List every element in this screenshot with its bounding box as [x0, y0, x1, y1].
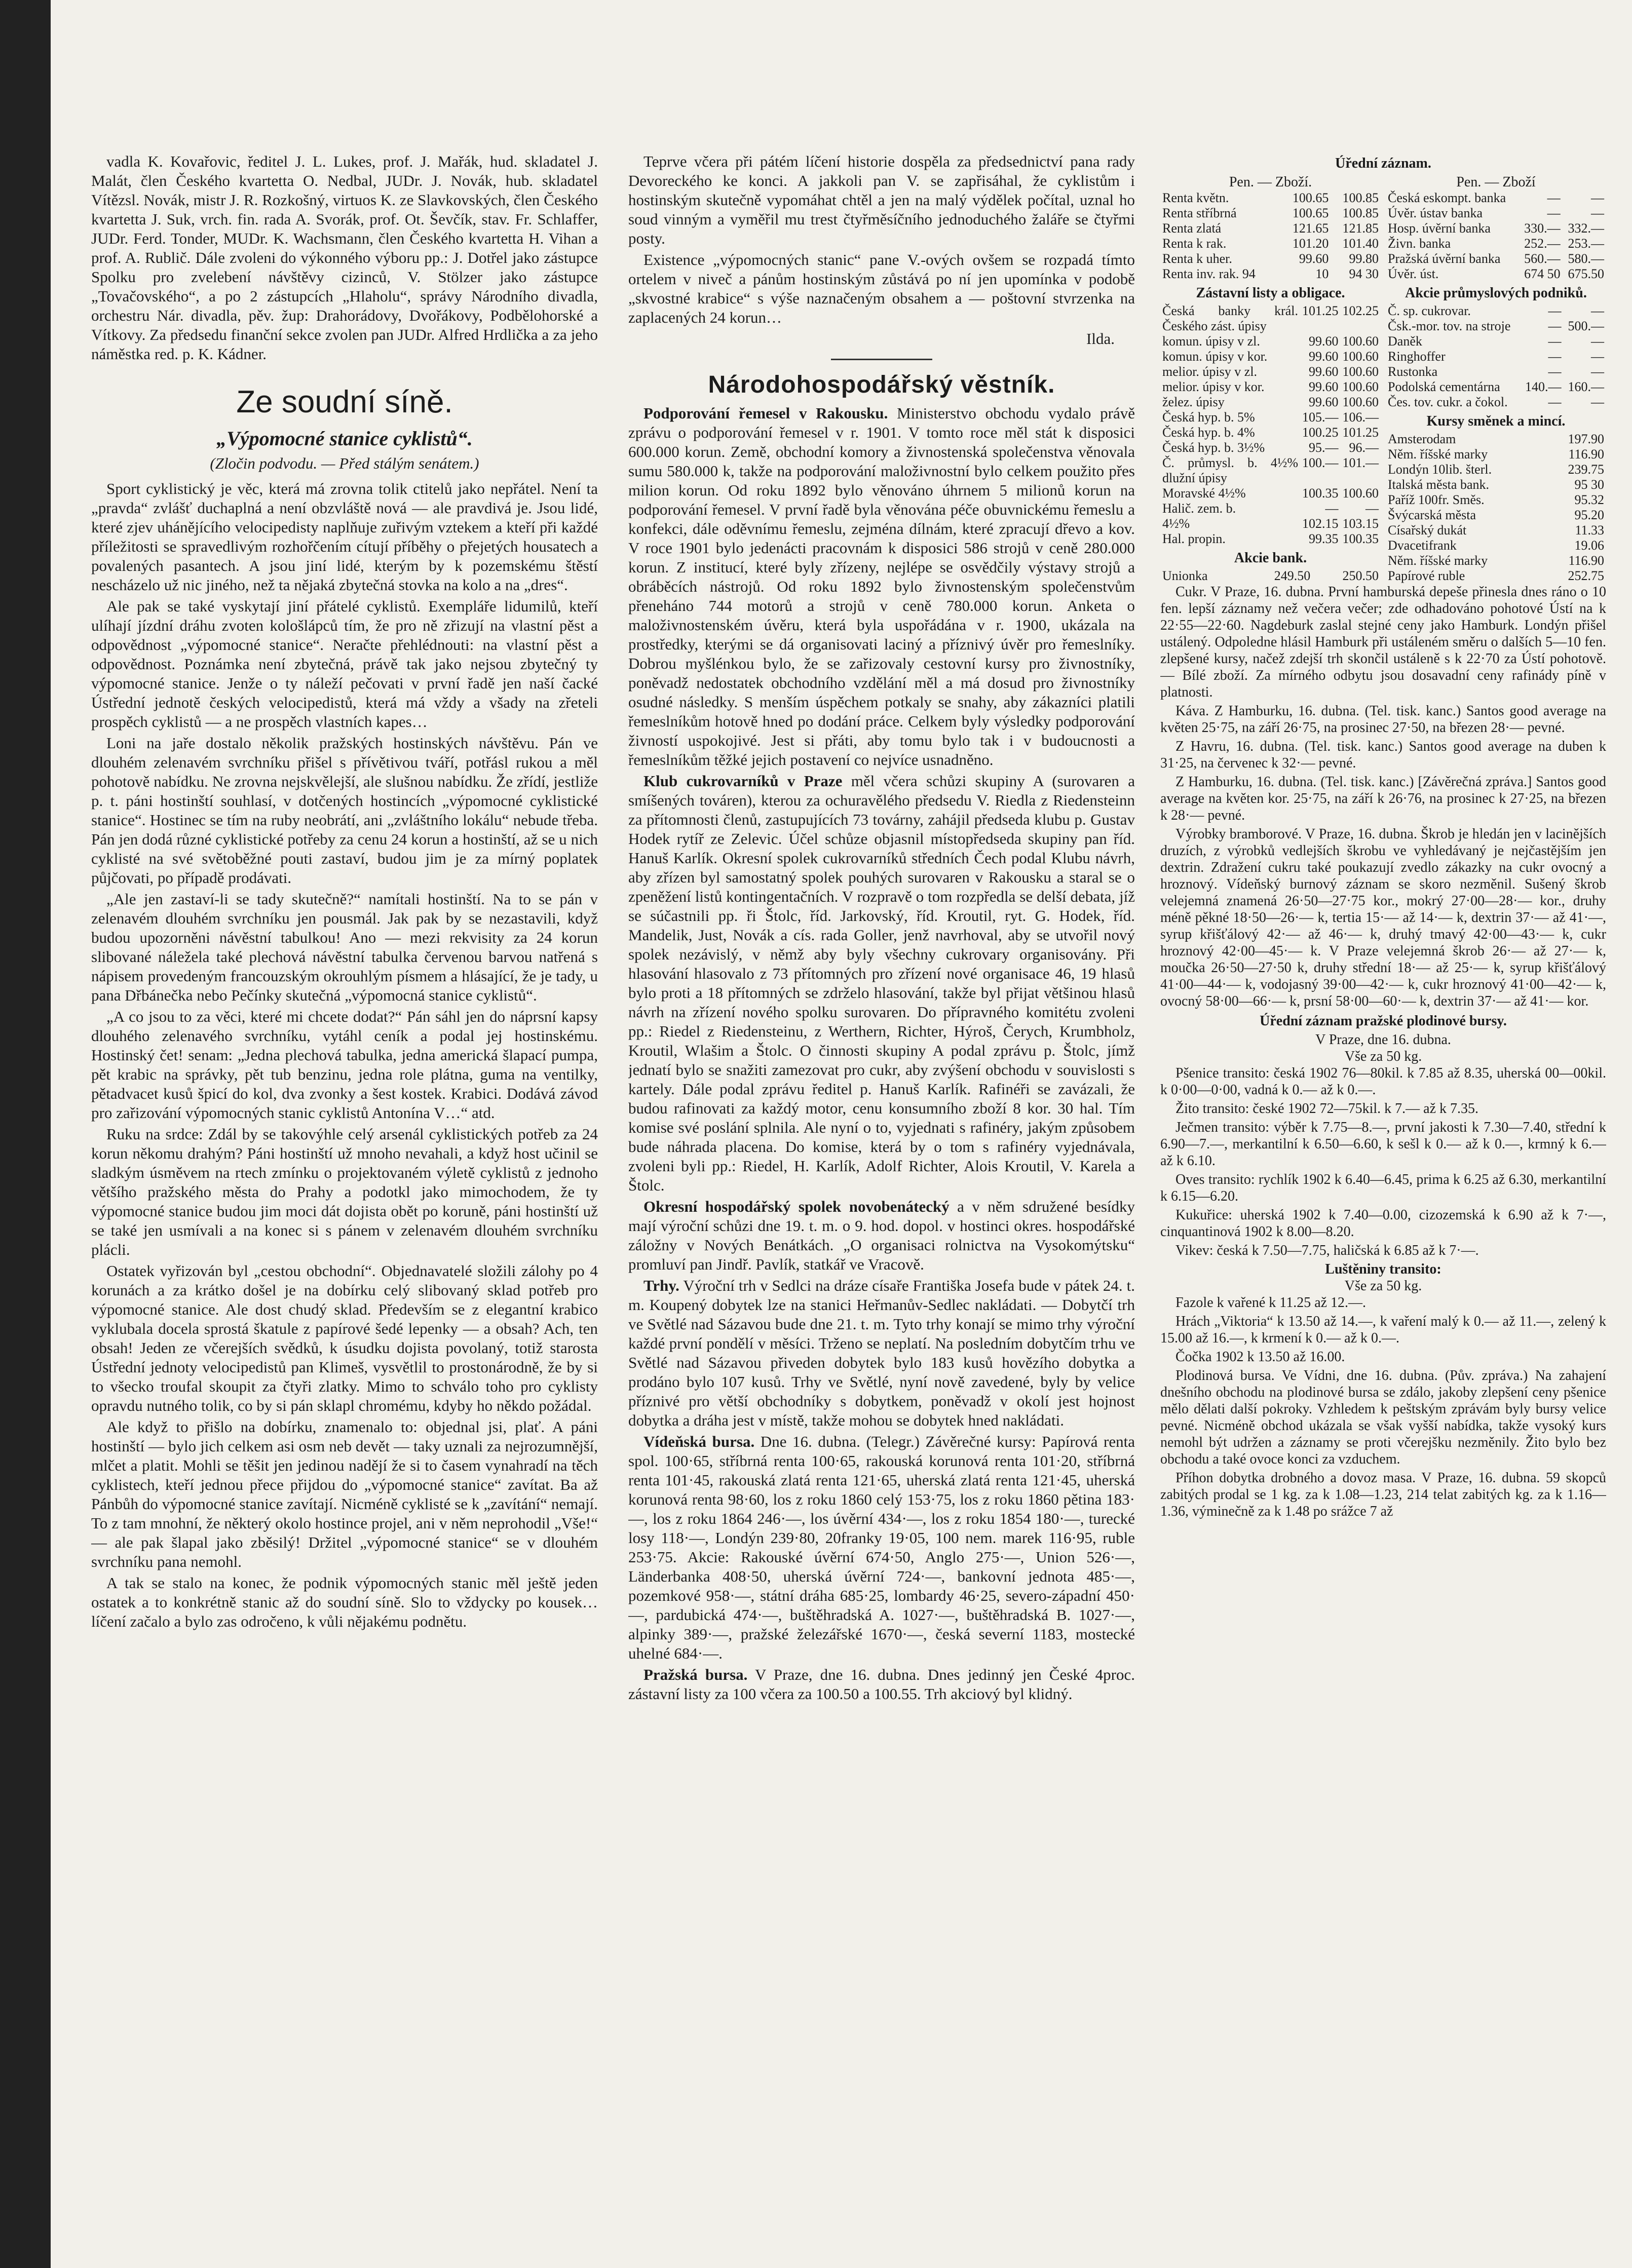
article-paragraph: Teprve včera při pátém líčení historie dospěla za předsednictví pana rady Devoreckého ke konci. A jakkoli pan V. se zapřisáhal, že cyklistům i hostinským skutečně vypomáhat chtěl a jen na malý výdělek počítal, uznal ho soud vinným a vyměřil mu trest čtyřměsíčního jednoduchého žaláře se čtyřmi posty.	[628, 152, 1135, 247]
row-value: 101.25	[1302, 303, 1339, 318]
row-value: 102.15	[1302, 516, 1339, 531]
rate-row	[1386, 553, 1606, 568]
row-value: —	[1591, 364, 1604, 379]
stocks-table	[1160, 568, 1381, 584]
row-label: Úvěr. úst.	[1388, 266, 1439, 281]
row-value: 100.35	[1302, 486, 1339, 501]
article-signature: Ilda.	[1086, 330, 1115, 348]
row-value: 101.20	[1292, 236, 1329, 251]
news-item-text: Dne 16. dubna. (Telegr.) Závěrečné kursy: Papírová renta spol. 100·65, stříbrná renta 100·65, rakouská korunová renta 101·20, stříbrná renta 101·45, rakouská zlatá renta 121·65, uherská zlatá renta 121·45, uherská korunová renta 98·60, los z roku 1860 celý 153·75, los z roku 1860 pětina 183·—, los z roku 1864 246·—, los úvěrní 434·—, los z roku 1854 180·—, turecké losy 118·—, Londýn 239·80, 20franky 19·05, 100 nem. marek 116·95, ruble 253·75. Akcie: Rakouské úvěrní 674·50, Anglo 275·—, Union 526·—, Länderbanka 408·50, uherská úvěrní 724·—, bankovní jednota 485·—, pozemkové 958·—, státní dráha 685·25, lombardy 46·25, severo-západní 450·—, pardubická 474·—, buštěhradská A. 1027·—, buštěhradská B. 1027·—, alpinky 389·—, pražské železářské 1670·—, česká severní 1183, mostecké uhelné 684·—.	[628, 1433, 1135, 1662]
row-value: 99.60	[1309, 379, 1339, 394]
row-label: Česká hyp. b. 3½%	[1162, 440, 1265, 455]
bank-row	[1386, 190, 1606, 206]
row-value: —	[1548, 349, 1562, 364]
closing-paragraph: Plodinová bursa. Ve Vídni, dne 16. dubna. (Pův. zpráva.) Na zahajení dnešního obchodu na plodinové bursa se zdálo, jakoby zlepšení ceny pšenice mělo dělati další pokroky. Vzhledem k peštským zprávám byly bursy velice pevné. Nicméně obchod ukázala se však vyšší nabídka, takže vysoký kurs nemohl být udržen a záznamy se proti včerejšku nezměnily. Žito bylo bez obchodu a také ovoce konci za vzduchem.	[1160, 1368, 1606, 1467]
row-label: Česká hyp. b. 4%	[1162, 425, 1255, 440]
section-band-title: Národohospodářský věstník.	[708, 371, 1055, 398]
bond-row	[1160, 410, 1381, 425]
row-value: 95 30	[1574, 477, 1604, 492]
industrial-row	[1386, 379, 1606, 395]
top-paragraph: vadla K. Kovařovic, ředitel J. L. Lukes, prof. J. Mařák, hud. skladatel J. Malát, člen Českého kvartetta O. Nedbal, JUDr. J. Novák, hub. skladatel Vítězsl. Novák, mistr J. R. Rozkošný, virtuos K. ze Slavkovských, člen Českého kvartetta J. Suk, vrch. fin. rada A. Svorák, prof. Ot. Ševčík, stav. Fr. Schlaffer, JUDr. Ferd. Tonder, MUDr. K. Wachsmann, člen Českého kvartetta H. Vihan a prof. A. Rublič. Dále zvoleni do výkonného výboru pp.: J. Dotřel jako zástupce Spolku pro zvelebení návštěvy cizinců, V. Stölzer jako zástupce „Tovačovského“, a po 2 zástupcích „Hlaholu“, správy Národního divadla, orchestru Nár. divadla, pěv. žup: Drahorádovy, Dvořákovy, Podbělohorské a Vítkovy. Za předsedu finanční sekce zvolen pan JUDr. Alfred Hrdlička a za jeho náměstka red. p. K. Kádner.	[91, 152, 598, 363]
news-item	[628, 404, 1135, 770]
rente-row	[1160, 221, 1381, 236]
row-value: 99.60	[1309, 334, 1339, 349]
bond-row	[1160, 303, 1381, 334]
market-paragraph: Z Havru, 16. dubna. (Tel. tisk. kanc.) Santos good average na duben k 31·25, na červenec k 32·— pevné.	[1160, 739, 1606, 771]
grain-paragraph: Vikev: česká k 7.50—7.75, haličská k 6.85 až k 7·—.	[1175, 1243, 1479, 1258]
grain-paragraph: Žito transito: české 1902 72—75kil. k 7.— až k 7.35.	[1175, 1101, 1479, 1117]
news-item-title: Trhy.	[643, 1277, 679, 1294]
news-item	[628, 1432, 1135, 1663]
row-label: melior. úpisy v zl.	[1162, 364, 1258, 379]
row-label: Podolská cementárna	[1388, 379, 1500, 394]
row-value: 102.25	[1342, 303, 1379, 318]
row-value: 101.40	[1342, 236, 1379, 251]
grain-place: V Praze, dne 16. dubna.	[1315, 1032, 1451, 1048]
news-item-text: a v něm sdružené besídky mají výroční schůzi dne 19. t. m. o 9. hod. dopol. v hostinci okres. hospodářské záložny v Nových Benátkách. „O organisaci rolnictva na Vysokomýtsku“ promluví pan Jindř. Pavlík, statkář ve Vracově.	[628, 1198, 1135, 1273]
row-label: Něm. říšské marky	[1388, 553, 1488, 568]
bank-row	[1386, 251, 1606, 266]
row-value: 253.—	[1568, 236, 1604, 251]
stocks-heading: Akcie bank.	[1234, 550, 1307, 566]
news-item-text: V Praze, dne 16. dubna. Dnes jedinný jen České 4proc. zástavní listy za 100 včera za 100.50 a 100.55. Trh akciový byl klidný.	[628, 1666, 1135, 1703]
row-value: —	[1547, 206, 1561, 220]
row-label: Čes. tov. cukr. a čokol.	[1388, 395, 1508, 409]
row-label: Italská města bank.	[1388, 477, 1489, 492]
row-value: 100.65	[1292, 206, 1329, 220]
rente-row	[1160, 266, 1381, 282]
row-value: 100.60	[1342, 364, 1379, 379]
news-item-title: Klub cukrovarníků v Praze	[643, 772, 843, 790]
news-item-title: Okresní hospodářský spolek novobenátecký	[643, 1198, 950, 1215]
news-item-text: Výroční trh v Sedlci na dráze císaře Františka Josefa bude v pátek 24. t. m. Koupený dobytek lze na stanici Heřmanův-Sedlec nakládati. — Dobytčí trh ve Světlé nad Sázavou bude dne 21. t. m. Tyto trhy konají se mimo trhy výroční každé první pondělí v měsíci. Trženo se neplatí. Na posledním dobytčím trhu ve Světlé nad Sázavou přiveden dobytek bylo 183 kusů hovězího dobytka a prodáno bylo 107 kusů. Trhy ve Světlé, nyní nově zavedené, byly by velice příznivé pro větší obchodníky s dobytkem, poněvadž v okolí jest hojnost dobytka a dráha jest v místě, takže mohou se dobytek hned nakládati.	[628, 1277, 1135, 1429]
row-value: 11.33	[1575, 523, 1604, 537]
row-value: 99.60	[1309, 349, 1339, 364]
newspaper-page	[51, 0, 1632, 2268]
row-value: 100.60	[1342, 486, 1379, 501]
row-value: 330.—	[1524, 221, 1561, 236]
legumes-unit: Vše za 50 kg.	[1344, 1278, 1422, 1294]
bond-row	[1160, 364, 1381, 379]
news-item-text: měl včera schůzi skupiny A (surovaren a smíšených továren), kterou za ochuravělého předsedu V. Riedla z Riedensteinn za přítomnosti členů, zastupujících 73 továrny, zahájil předseda klubu p. Gustav Hodek rytíř ze Zelevic. Účel schůze objasnil místopředseda skupiny pan říd. Hanuš Karlík. Okresní spolek cukrovarníků středních Čech podal Klubu návrh, aby zřízen byl samostatný spolek pouhých surovaren v Rakousku a staral se o zpeněžení listů kontingentačních. V rozpravě o tom rozpředla se delší debata, jíž se súčastnili pp. ři Štolc, říd. Jarkovský, říd. Kroutil, ryt. G. Hodek, říd. Mandelik, Just, Novák a cís. rada Goller, jenž navrhoval, aby se utvořil nový spolek nezávislý, v němž aby byly všechny cukrovary organisovány. Při hlasování hlasovalo z 73 přítomných pro zřízení nové organisace 46, 19 hlasů bylo proti a 18 přítomných se zdrželo hlasování, takže byl přijat většinou hlasů návrh na zřízení nového spolku surovaren. Do přípravného komitétu zvoleni pp.: Riedel z Riedensteinu, z Werthern, Richter, Hýroš, Čerych, Krumbholz, Kroutil, Wlašim a Štolc. O činnosti skupiny A podal zprávu p. Štolc, jímž jednatí bylo se snažiti zamezovat pro cukr, aby zvýšení obchodu v souvislosti s kartely. Dále podal zprávu ředitel p. Hanuš Karlík. Rafinéři se zavázali, že budou rafinovati za každý motor, cenu konsumního zboží 8 kor. 30 hal. Tím komise své poslání splnila. Ale nyní o to, vyjednati s rafinéry, jakým způsobem bude náhrada placena. Do komise, která by o tom s rafinéry vyjednávala, zvoleni byli pp.: Riedel, H. Karlík, Adolf Richter, Alois Kroutil, V. Karela a Štolc.	[628, 772, 1135, 1194]
exchange-header: Úřední záznam.	[1335, 156, 1431, 171]
row-label: Dvacetifrank	[1388, 538, 1457, 553]
row-value: 100.60	[1342, 349, 1379, 364]
article-paragraph: Loni na jaře dostalo několik pražských hostinských návštěvu. Pán ve dlouhém zelenavém svrchníku přišel s přívětivou tváří, potřásl rukou a měl pohotově nabídku. Ne zrovna nejskvělejší, ale slušnou nabídku. Že zřídí, jestliže p. t. páni hostinští souhlasí, v dotčených hostincích „výpomocné cyklistické stanice“. Hostinec se tím na ruby neobrátí, ani „zvláštního lokálu“ nebude třeba. Pán jen dodá různé cyklistické potřeby za cenu 24 korun a hostinští, až se u nich cyklisté na své světoběžné pouti zastaví, budou jim je za mírný poplatek půjčovati, po případě prodávati.	[91, 734, 598, 887]
industrial-row	[1386, 395, 1606, 410]
row-label: Amsterodam	[1388, 432, 1456, 446]
rate-row	[1386, 492, 1606, 508]
row-value: 249.50	[1274, 568, 1311, 583]
bond-row	[1160, 425, 1381, 440]
rate-row	[1386, 538, 1606, 553]
rente-row	[1160, 190, 1381, 206]
row-label: želez. úpisy	[1162, 395, 1225, 409]
row-label: Čsk.-mor. tov. na stroje	[1388, 319, 1511, 333]
row-value: 116.90	[1568, 553, 1604, 568]
rate-row	[1386, 432, 1606, 447]
row-value: 100.85	[1342, 190, 1379, 205]
row-value: 19.06	[1574, 538, 1604, 553]
news-item	[628, 1276, 1135, 1430]
row-value: 99.35	[1309, 531, 1339, 546]
bond-row	[1160, 379, 1381, 395]
row-value: —	[1591, 206, 1604, 220]
rente-row	[1160, 236, 1381, 251]
row-label: Renta stříbrná	[1162, 206, 1237, 220]
article-paragraph: Ale pak se také vyskytají jiní přátelé cyklistů. Exempláře lidumilů, kteří ulíhají jízdní dráhu zvoten kološlápců tím, že pro ně zřizují na vlastní pěst a odpovědnost „výpomocné stanice“. Neračte přehlédnouti: na vlastní pěst a odpovědnost. Poznámka není zbytečná, právě tak jako nejsou zbytečný ty výpomocné stanice. Jenže o ty náleží pečovati v první řadě jen naší čacké Ústřední jednotě českých velocipedistů, která má vždy a všady na zřeteli prospěch cyklistů — a ne prospěch vlastních kapes…	[91, 597, 598, 731]
closing-paragraph: Příhon dobytka drobného a dovoz masa. V Praze, 16. dubna. 59 skopců zabitých prodal se 1 kg. za k 1.08—1.23, 214 telat zabitých kg. za k 1.16—1.36, výminečně za k 1.48 po srážce 7 až	[1160, 1470, 1606, 1519]
bond-row	[1160, 486, 1381, 501]
exchange-top	[1160, 174, 1606, 282]
exchange-middle	[1160, 282, 1606, 584]
industrial-row	[1386, 334, 1606, 349]
row-value: 99.80	[1349, 251, 1379, 266]
rate-row	[1386, 508, 1606, 523]
grain-paragraph: Ječmen transito: výběr k 7.75—8.—, první jakosti k 7.30—7.40, střední k 6.90—7.—, merkantilní k 6.50—6.60, k sešl k 0.— až k 0.—, krmný k 6.— až k 6.10.	[1160, 1120, 1606, 1169]
row-value: 197.90	[1568, 432, 1604, 446]
row-label: Něm. říšské marky	[1388, 447, 1488, 462]
row-value: 96.—	[1349, 440, 1379, 455]
rates-table	[1386, 432, 1606, 584]
row-value: 500.—	[1568, 319, 1604, 333]
row-value: 121.85	[1342, 221, 1379, 236]
row-value: 580.—	[1568, 251, 1604, 266]
article-title: „Výpomocné stanice cyklistů“.	[216, 427, 473, 450]
row-value: 95.32	[1574, 492, 1604, 507]
row-value: 100.65	[1292, 190, 1329, 205]
bond-row	[1160, 349, 1381, 364]
row-label: komun. úpisy v zl.	[1162, 334, 1260, 349]
market-paragraph: Z Hamburku, 16. dubna. (Tel. tisk. kanc.) [Závěrečná zpráva.] Santos good average na květen kor. 25·75, na září k 26·76, na prosinec k 27·25, na březen k 28·— pevné.	[1160, 774, 1606, 823]
news-item	[628, 772, 1135, 1195]
column-left	[91, 152, 598, 1633]
row-label: Renta k uher.	[1162, 251, 1232, 266]
article-paragraph: Sport cyklistický je věc, která má zrovna tolik ctitelů jako nepřátel. Není ta „pravda“ zvlášť duchaplná a není obzvláště nová — ale pravdivá je. Jsou lidé, které zjev uhánějícího velocipedisty naplňuje zuřivým vztekem a kteří při každé příležitosti se spravedlivým rozhořčením cítují příběhy o přejetých housatech a povalených pasantech. A jsou jiní lidé, kterým by k pozemskému štěstí nescházelo už nic jiného, než ta nějaká zbytečná stovka na kolo a na „dres“.	[91, 480, 598, 594]
row-label: Daněk	[1388, 334, 1422, 349]
article-paragraph: Ostatek vyřizován byl „cestou obchodní“. Objednavatelé složili zálohy po 4 korunách a za krátko došel je na dobírku celý slibovaný sklad potřeb pro výpomocné stanice. Ale dost chudý sklad. Především se z elegantní krabico vyklubala docela sprostá škatule z papírové šedé lepenky — a obsah? Ach, ten obsah! Jeden ze včerejších svědků, k úsudku dojista povolaný, totiž starosta Ústřední jednoty velocipedistů pan Klimeš, vysvětlil to prostonárodně, že by si to všecko troufal skoupit za čtyři zlatky. Mimo to schválo toho pro cyklisty opravdu nutného tolik, co by si pán sklapl chromému, kdyby ho někdo požádal.	[91, 1262, 598, 1414]
row-value: —	[1547, 190, 1561, 205]
industrial-row	[1386, 303, 1606, 319]
industrial-row	[1386, 364, 1606, 379]
article-note: (Zločin podvodu. — Před stálým senátem.)	[210, 454, 479, 472]
row-value: 100.25	[1302, 425, 1339, 440]
row-value: —	[1548, 364, 1562, 379]
grain-paragraph: Kukuřice: uherská 1902 k 7.40—0.00, cizozemská k 6.90 až k 7·—, cinquantinová 1902 k 8.00—8.20.	[1160, 1207, 1606, 1240]
bank-row	[1386, 266, 1606, 282]
row-value: 95.20	[1574, 508, 1604, 522]
row-value: 100.—	[1302, 455, 1339, 470]
industrial-row	[1386, 319, 1606, 334]
row-value: 10	[1315, 266, 1329, 281]
bonds-table	[1160, 303, 1381, 547]
row-label: Moravské 4½%	[1162, 486, 1246, 501]
row-value: —	[1591, 349, 1604, 364]
bonds-heading: Zástavní listy a obligace.	[1196, 285, 1345, 301]
row-value: 239.75	[1568, 462, 1604, 477]
row-label: Č. sp. cukrovar.	[1388, 303, 1471, 318]
row-label: Unionka	[1162, 568, 1208, 583]
row-value: 99.60	[1299, 251, 1329, 266]
row-value: 250.50	[1342, 568, 1379, 583]
row-label: Rustonka	[1388, 364, 1438, 379]
row-value: —	[1591, 395, 1604, 409]
bond-row	[1160, 531, 1381, 547]
row-value: 103.15	[1342, 516, 1379, 531]
bond-row	[1160, 455, 1381, 486]
news-item	[628, 1197, 1135, 1274]
subheader-right: Pen. — Zboží	[1456, 174, 1536, 190]
row-value: 95.—	[1309, 440, 1339, 455]
stock-row	[1160, 568, 1381, 584]
row-value: 560.—	[1524, 251, 1561, 266]
legumes-heading: Luštěniny transito:	[1325, 1261, 1441, 1277]
row-label: Renta zlatá	[1162, 221, 1222, 236]
article-paragraph: „A co jsou to za věci, které mi chcete dodat?“ Pán sáhl jen do náprsní kapsy dlouhého zelenavého svrchníku, vytáhl ceník a podal jej hostinskému. Hostinský čet! senam: „Jedna plechová tabulka, jedna americká šlapací pumpa, pět krabic na správky, pět tub benzinu, jedna role plátna, guma na ventilky, pětadvacet kusů špicí do kol, dva zvonky a šest kostek. Krabici. Dodává závod pro zařizování výpomocných stanic cyklistů Antonína V…“ atd.	[91, 1008, 598, 1122]
row-value: 106.—	[1342, 410, 1379, 425]
rate-row	[1386, 447, 1606, 462]
rente-row	[1160, 251, 1381, 266]
legume-line: Čočka 1902 k 13.50 až 16.00.	[1175, 1349, 1345, 1365]
row-value: —	[1548, 319, 1562, 333]
row-label: Živn. banka	[1388, 236, 1451, 251]
grain-heading: Úřední záznam pražské plodinové bursy.	[1260, 1013, 1507, 1029]
article-paragraph: Ruku na srdce: Zdál by se takovýhle celý arsenál cyklistických potřeb za 24 korun někomu drahým? Páni hostinští už mnoho nevahali, a když host učinil se sladkým úsměvem na rtech zmínku o projektovaném výletě cyklistů z jednoho většího pražského města do Prahy a podotkl jako mimochodem, že ty výpomocné stanice budou jim moci dát dojista obět po koruně, páni hostinští už se také jen usmívali a na konec si s pánem v zelenavém dlouhém svrchníku plácli.	[91, 1125, 598, 1258]
bond-row	[1160, 516, 1381, 531]
news-item-title: Pražská bursa.	[643, 1666, 748, 1683]
section-title: Ze soudní síně.	[236, 385, 453, 419]
row-value: 100.60	[1342, 395, 1379, 409]
row-label: melior. úpisy v kor.	[1162, 379, 1265, 394]
market-paragraph: Cukr. V Praze, 16. dubna. První hamburská depeše přinesla dnes ráno o 10 fen. lepší záznamy než večera večer; zde odhadováno pohotové Ústí na k 22·55—22·60. Nagdeburk zaslal stejné ceny jako Hamburk. Londýn přišel ustálený. Odpoledne hlásil Hamburk při ustáleném směru o dalších 5—10 fen. zlepšené kursy, načež zdejší trh skončil ustáleně s k 22·70 za Ústí pohotově. — Bílé zboží. Za mírného odbytu jsou dosavadní ceny rafinády píně v platnosti.	[1160, 584, 1606, 700]
row-value: 140.—	[1525, 379, 1562, 394]
rate-row	[1386, 477, 1606, 492]
row-value: 100.35	[1342, 531, 1379, 546]
row-value: 252.—	[1524, 236, 1561, 251]
row-label: Hosp. úvěrní banka	[1388, 221, 1491, 236]
row-label: Papírové ruble	[1388, 568, 1465, 583]
bond-row	[1160, 440, 1381, 455]
article-paragraph: A tak se stalo na konec, že podnik výpomocných stanic měl ještě jeden ostatek a to konkrétně stanic až do soudní síně. Slo to vždycky po kousek… líčení začalo a bylo zas odročeno, k vůli nějakému podnětu.	[91, 1574, 598, 1630]
row-label: Švýcarská města	[1388, 508, 1476, 522]
news-item-text: Ministerstvo obchodu vydalo právě zprávu o podporování řemesel v r. 1901. V tomto roce měl stát k disposici 600.000 korun. Země, obchodní komory a živnostenská společenstva věnovala sumu 580.000 k, takže na podporování maloživnostní bylo celkem použito přes milion korun. Od roku 1892 bylo věnováno úhrnem 5 milionů korun na podporování řemesel. V první řadě byla věnována péče obuvnickému řemeslu a konfekci, dále oděvnímu řemeslu, zejména dílnám, které zpracují dřevo a kov. V roce 1901 bylo jedenácti pracovnám k disposici 586 strojů v ceně 280.000 korun. Z institucí, které byly zřízeny, nejlépe se osvědčily výstavy strojů a obráběcích nástrojů. Od roku 1892 bylo živnostenským společenstvům přeneháno 744 motorů a strojů v ceně 780.000 korun. Anketa o maloživnostenském úvěru, která byla uspořádána v r. 1900, ukázala na prostředky, kterými se dá organisovati laciný a příznivý úvěr pro řemeslníky. Dobrou myšlénkou bylo, že se zařizovaly cestovní kursy pro živnostníky, poněvadž nedostatek obchodního vzdělání měl a má dosud pro živnostníky osudné následky. S menším úspěchem potkaly se snahy, aby zákazníci platili řemeslníkům hotově hned po dodání práce. Celkem byly výsledky podporování živností uspokojivé. Jest si přáti, aby tomu bylo tak i v budoucnosti a řemeslníkům těžké jejich postavení co nejvíce usnadněno.	[628, 404, 1135, 768]
row-label: Paříž 100fr. Směs.	[1388, 492, 1485, 507]
news-item	[628, 1665, 1135, 1704]
column-middle	[628, 152, 1135, 1706]
row-value: —	[1548, 395, 1562, 409]
industrial-table	[1386, 303, 1606, 410]
article-paragraph: Existence „výpomocných stanic“ pane V.-ových ovšem se rozpadá tímto ortelem v niveč a pánům hostinským zůstává po ní jen upomínka v podobě „skvostné krabice“ s výše naznačeným obsahem a — poštovní stvrzenka na zaplacených 24 korun…	[628, 251, 1135, 326]
rate-row	[1386, 568, 1606, 584]
grain-paragraph: Pšenice transito: česká 1902 76—80kil. k 7.85 až 8.35, uherská 00—00kil. k 0·00—0·00, vadná k 0.— až k 0.—.	[1160, 1065, 1606, 1098]
news-item-title: Podporování řemesel v Rakousku.	[643, 404, 888, 422]
row-value: —	[1591, 190, 1604, 205]
industrial-row	[1386, 349, 1606, 364]
row-label: komun. úpisy v kor.	[1162, 349, 1268, 364]
row-label: Císařský dukát	[1388, 523, 1467, 537]
row-value: 100.85	[1342, 206, 1379, 220]
divider	[831, 359, 932, 360]
rente-row	[1160, 206, 1381, 221]
row-value: —	[1325, 501, 1339, 516]
row-value: —	[1591, 334, 1604, 349]
row-value: —	[1591, 303, 1604, 318]
row-value: 100.60	[1342, 334, 1379, 349]
row-label: Česká eskompt. banka	[1388, 190, 1506, 205]
subheader-left: Pen. — Zboží.	[1229, 174, 1312, 190]
row-value: 252.75	[1568, 568, 1604, 583]
row-value: 94 30	[1349, 266, 1379, 281]
bond-row	[1160, 501, 1381, 516]
banks-table	[1386, 190, 1606, 282]
row-label: Renta k rak.	[1162, 236, 1227, 251]
grain-unit: Vše za 50 kg.	[1344, 1049, 1422, 1064]
legume-line: Fazole k vařené k 11.25 až 12.—.	[1175, 1295, 1367, 1311]
row-value: 116.90	[1568, 447, 1604, 462]
row-value: 105.—	[1302, 410, 1339, 425]
rate-row	[1386, 462, 1606, 477]
column-right	[1160, 152, 1606, 1522]
row-label: Pražská úvěrní banka	[1388, 251, 1501, 266]
row-label: Česká banky král. Českého zást. úpisy	[1162, 303, 1298, 333]
row-value: 675.50	[1568, 266, 1604, 281]
rentes-table	[1160, 190, 1381, 282]
row-label: Ringhoffer	[1388, 349, 1446, 364]
market-paragraph: Káva. Z Hamburku, 16. dubna. (Tel. tisk. kanc.) Santos good average na květen 25·75, na září 26·75, na prosinec 27·50, na březen 28·— pevné.	[1160, 703, 1606, 736]
rates-heading: Kursy směnek a mincí.	[1426, 413, 1566, 429]
row-label: Č. průmysl. b. 4½% dlužní úpisy	[1162, 455, 1298, 485]
row-value: 101.25	[1342, 425, 1379, 440]
row-value: —	[1548, 334, 1562, 349]
row-value: 332.—	[1568, 221, 1604, 236]
row-label: Renta květn.	[1162, 190, 1229, 205]
row-value: 100.60	[1342, 379, 1379, 394]
news-item-title: Vídeňská bursa.	[643, 1433, 755, 1450]
row-label: Halič. zem. b.	[1162, 501, 1236, 516]
row-value: 99.60	[1309, 364, 1339, 379]
row-label: Hal. propin.	[1162, 531, 1226, 546]
bond-row	[1160, 334, 1381, 349]
article-paragraph: „Ale jen zastaví-li se tady skutečně?“ namítali hostinští. Na to se pán v zelenavém dlouhém svrchníku jen pousmál. Jak pak by se nezastavili, když budou upozorněni návěstní tabulkou! Ano — mezi rekvisity za 24 korun slibované náležela také plechová návěstní tabulka červenou barvou natřená s nápisem provedeným francouzským okrouhlým písmem a hlásající, že je tady, u pana Dřbánečka nebo Pečínky skutečná „výpomocná stanice cyklistů“.	[91, 890, 598, 1004]
row-value: 674 50	[1524, 266, 1561, 281]
grain-paragraph: Oves transito: rychlík 1902 k 6.40—6.45, prima k 6.25 až 6.30, merkantilní k 6.15—6.20.	[1160, 1172, 1606, 1204]
row-label: Renta inv. rak. 94	[1162, 266, 1256, 281]
bank-row	[1386, 236, 1606, 251]
article-paragraph: Ale když to přišlo na dobírku, znamenalo to: objednal jsi, plať. A páni hostinští — bylo jich celkem asi osm neb devět — taky uznali za nejrozumnější, mlčet a platit. Mohli se těšit jen jedinou nadějí že si to časem vynahradí na těch cyklistech, kteří jednou přece přijdou do „výpomocné stanice“ zavítat. Ba až Pánbůh do výpomocné stanice zavítají. Nicméně cyklisté se k „zavítání“ nemají. To z tam mnohní, že některý okolo hostince projel, ani v něm neprohodil „Vše!“ — ale pak šlapal jako zběsilý! Držitel „výpomocné stanice“ se v dlouhém svrchníku pana nemohl.	[91, 1418, 598, 1570]
row-label: 4½%	[1162, 516, 1190, 531]
bank-row	[1386, 221, 1606, 236]
row-value: 101.—	[1342, 455, 1379, 470]
row-label: Česká hyp. b. 5%	[1162, 410, 1255, 425]
row-value: 121.65	[1292, 221, 1329, 236]
row-value: 160.—	[1568, 379, 1604, 394]
rate-row	[1386, 523, 1606, 538]
row-label: Londýn 10lib. šterl.	[1388, 462, 1492, 477]
bond-row	[1160, 395, 1381, 410]
row-value: 99.60	[1309, 395, 1339, 409]
row-value: —	[1365, 501, 1379, 516]
row-value: —	[1548, 303, 1562, 318]
bank-row	[1386, 206, 1606, 221]
legume-line: Hrách „Viktoria“ k 13.50 až 14.—, k vaření malý k 0.— až 11.—, zelený k 15.00 až 16.—, k krmení k 0.— až k 0.—.	[1160, 1314, 1606, 1346]
market-paragraph: Výrobky bramborové. V Praze, 16. dubna. Škrob je hledán jen v lacinějších druzích, z výrobků vedlejších škrobu ve vyhledávaný je nejčastějším jen dextrin. Zdražení cukru také poukazují zvedlo zákazky na cukr ovocný a hroznový. Vídeňský burnový záznam se skoro nezměnil. Sušený škrob velejemná znamená 26·50—27·75 kor., mokrý 27·00—28·— kor., druhy méně pěkné 18·50—26·— k, tertia 15·— až 14·— k, dextrin 37·— až 41·—, syrup křišťálový 42·— až 46·— k, druhý tmavý 42·00—43·— k, cukr hroznový 42·00—45·— k. V Praze velejemná škrob 26·— až 27·— k, moučka 26·50—27·50 k, druhy střední 18·— až 25·— k, syrup křišťálový 41·00—44·— k, vodojasný 39·00—42·— k, cukr hroznový 41·00—42·— k, ovocný 58·00—66·— k, prsní 58·00—60·— k, dextrin 37·— až 41·— kor.	[1160, 826, 1606, 1009]
industrial-heading: Akcie průmyslových podniků.	[1405, 285, 1587, 301]
row-label: Úvěr. ústav banka	[1388, 206, 1483, 220]
